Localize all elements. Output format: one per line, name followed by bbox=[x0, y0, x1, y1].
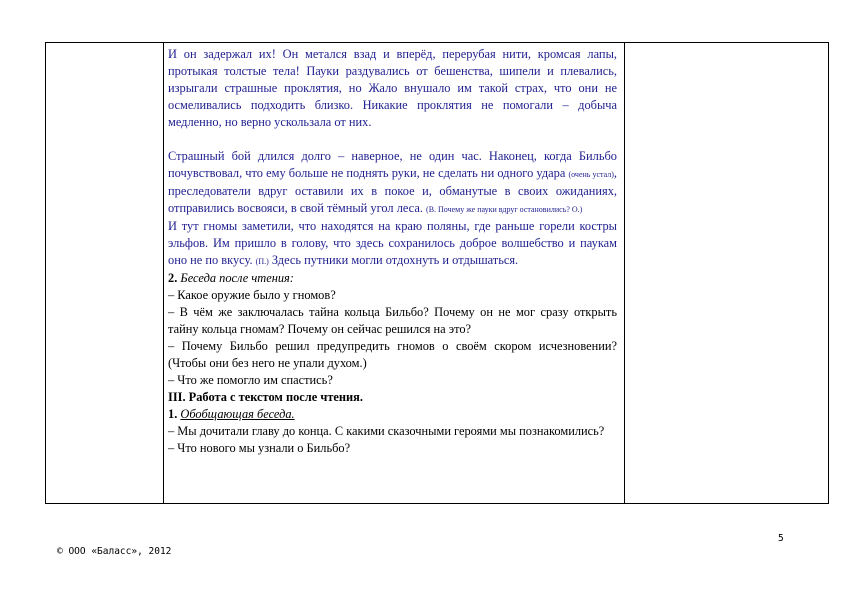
lesson-table bbox=[45, 42, 829, 504]
question-item: – Мы дочитали главу до конца. С какими сказочными героями мы познакомились? bbox=[168, 424, 605, 438]
page-number: 5 bbox=[778, 533, 784, 544]
story-paragraph-2-part-b: , преследователи вдруг оставили их в покое и, обманутые в своих ожиданиях, отправились восвояси, в свой тёмный угол леса. bbox=[168, 166, 617, 215]
paragraph-gap bbox=[168, 131, 617, 148]
question-item: – Что нового мы узнали о Бильбо? bbox=[168, 441, 351, 455]
section-3-heading: III. Работа с текстом после чтения. bbox=[168, 390, 363, 404]
question-item: – Почему Бильбо решил предупредить гномов о своём скором исчезновении? (Чтобы они без него не упали духом.) bbox=[168, 339, 617, 370]
story-paragraph-1: И он задержал их! Он метался взад и вперёд, перерубая нити, кромсая лапы, протыкая толстые тела! Пауки раздувались от бешенства, шипели и плевались, изрыгали страшные проклятия, но Жало внушало им такой страх, что они не осмеливались подходить близко. Никакие проклятия не помогали – добыча медленно, но верно ускользала от них. bbox=[168, 47, 617, 129]
section-2-number: 2. bbox=[168, 271, 178, 285]
story-paragraph-3 bbox=[168, 218, 617, 270]
subsection-1-title: Обобщающая беседа. bbox=[180, 407, 295, 421]
question-item: – Что же помогло им спастись? bbox=[168, 373, 333, 387]
story-paragraph-3-part-a: И тут гномы заметили, что находятся на краю поляны, где раньше горели костры эльфов. Им пришло в голову, что здесь сохранилось доброе волшебство и паукам оно не по вкусу. bbox=[168, 219, 617, 267]
teacher-note-pause: (П.) bbox=[255, 257, 269, 266]
teacher-note-question: (В. Почему же пауки вдруг остановились? О.) bbox=[426, 205, 583, 214]
story-paragraph-2 bbox=[168, 148, 617, 218]
column-divider-left bbox=[163, 43, 164, 503]
subsection-1-number: 1. bbox=[168, 407, 178, 421]
lesson-content-cell bbox=[168, 46, 617, 457]
footer-copyright: © ООО «Баласс», 2012 bbox=[57, 546, 172, 557]
section-2-heading bbox=[168, 270, 617, 287]
subsection-1-heading bbox=[168, 406, 617, 423]
question-item: – Какое оружие было у гномов? bbox=[168, 288, 336, 302]
teacher-note-tired: (очень устал) bbox=[568, 170, 614, 179]
story-paragraph-2-part-a: Страшный бой длился долго – наверное, не один час. Наконец, когда Бильбо почувствовал, что ему больше не поднять руки, не сделать ни одного удара bbox=[168, 149, 617, 180]
question-item: – В чём же заключалась тайна кольца Бильбо? Почему он не мог сразу открыть тайну кольца гномам? Почему он сейчас решился на это? bbox=[168, 305, 617, 336]
section-2-title: Беседа после чтения: bbox=[180, 271, 294, 285]
story-paragraph-3-part-b: Здесь путники могли отдохнуть и отдышаться. bbox=[268, 253, 519, 267]
column-divider-right bbox=[624, 43, 625, 503]
